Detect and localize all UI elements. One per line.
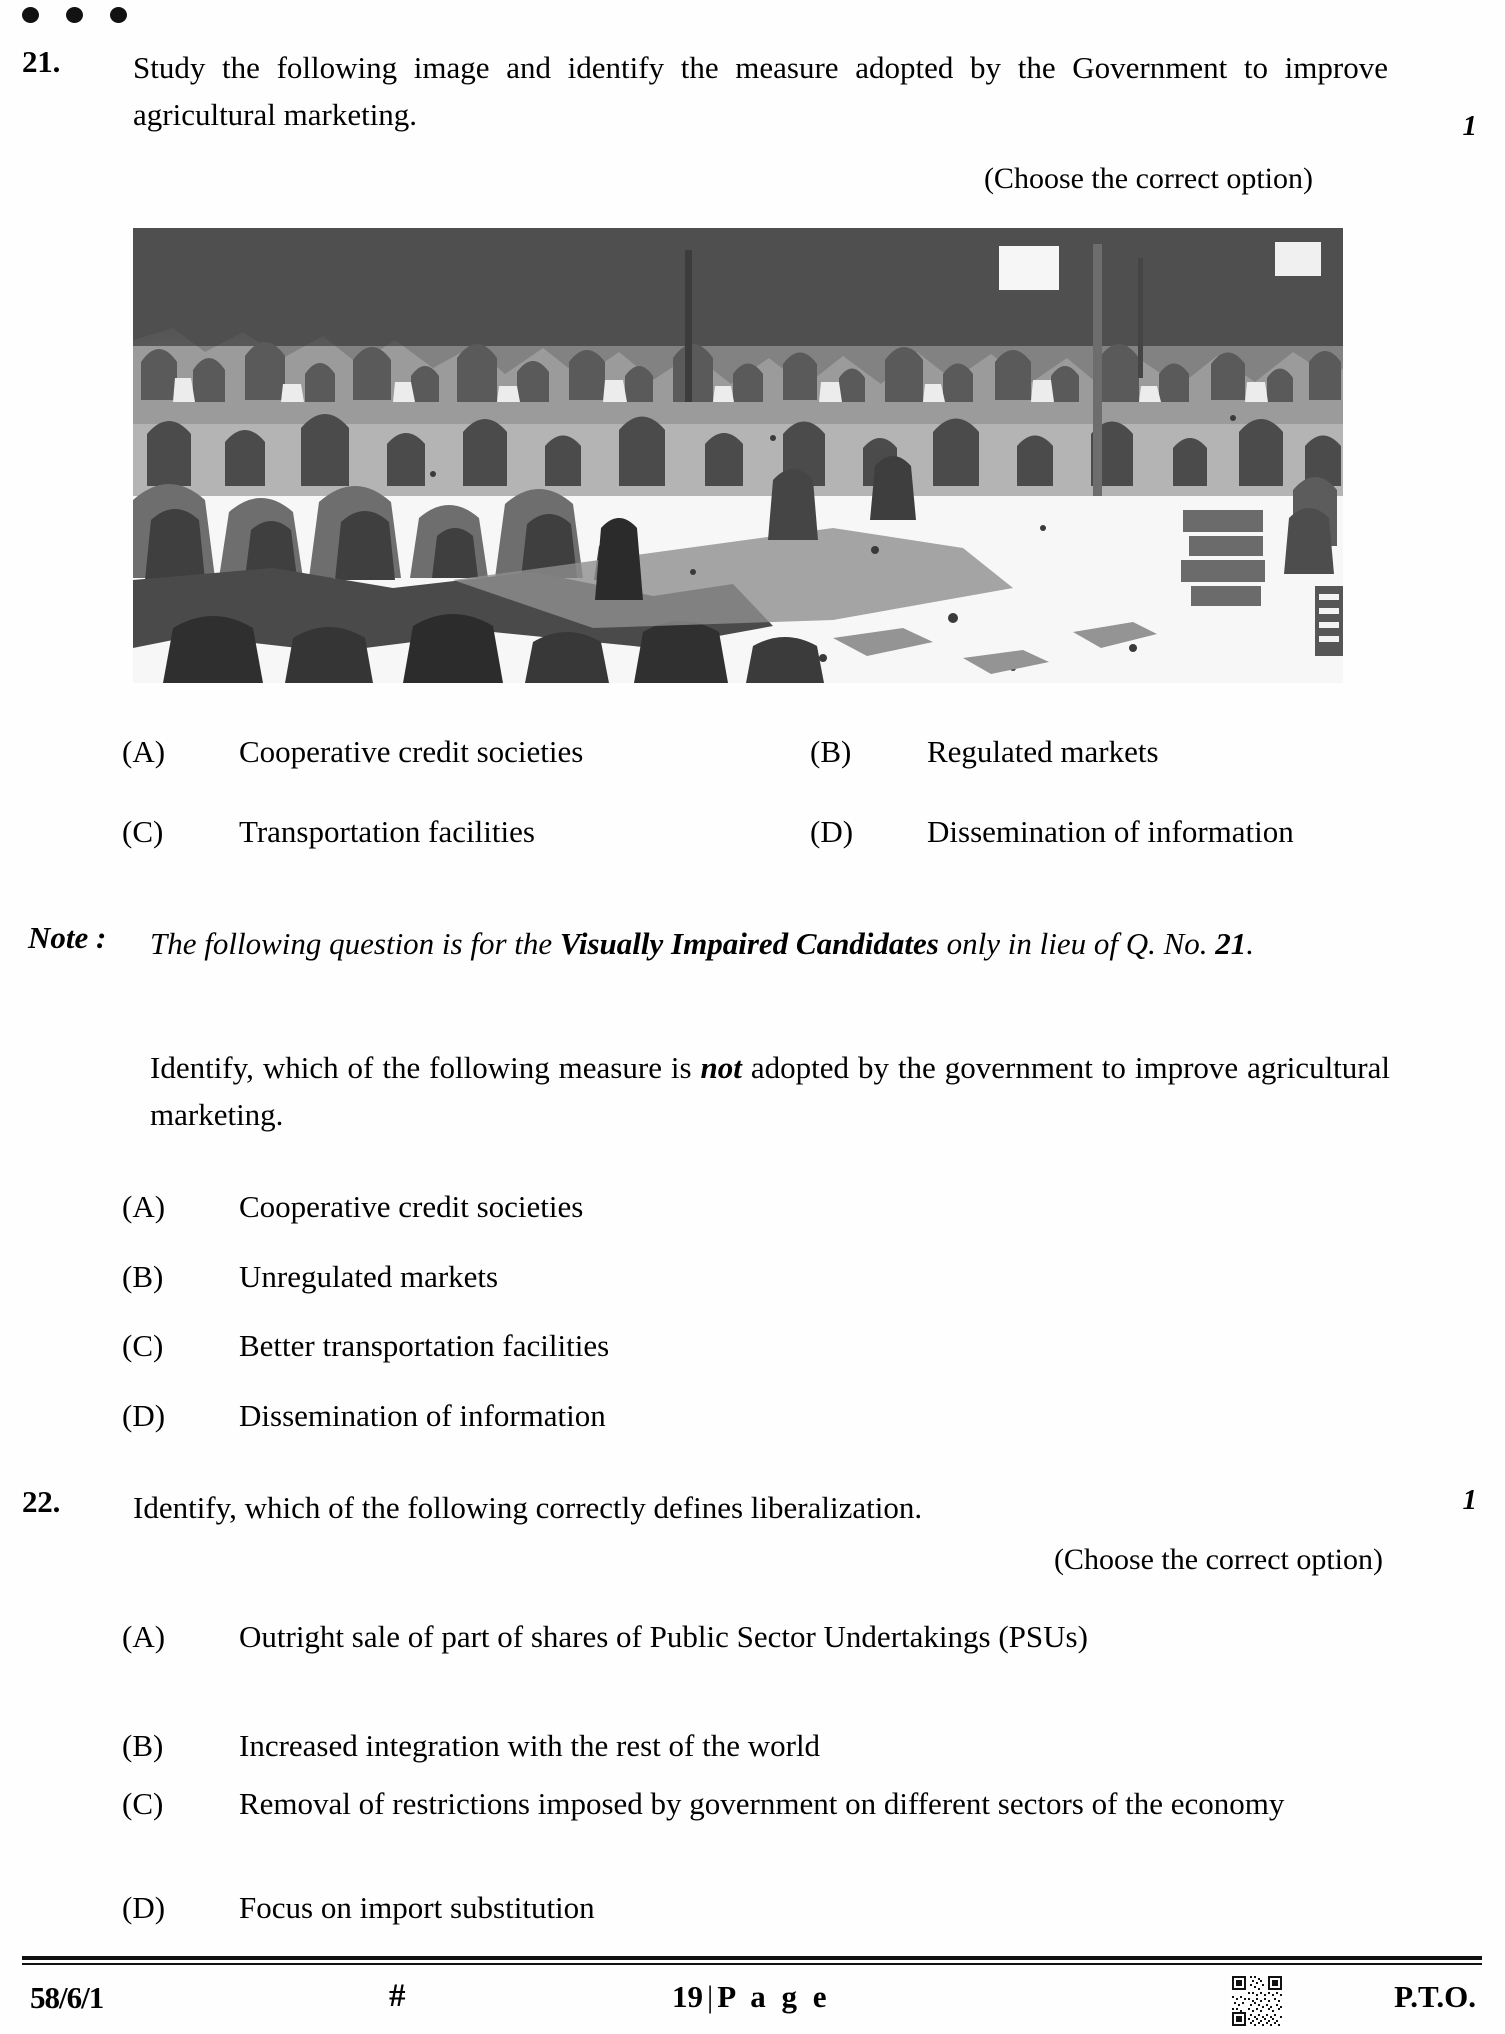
option-b-text: Regulated markets — [927, 734, 1159, 769]
vi-option-b[interactable] — [122, 1253, 822, 1300]
agricultural-market-photograph — [133, 228, 1343, 683]
vi-question-stem — [150, 1044, 1390, 1138]
page-separator: | — [707, 1979, 714, 2014]
vi-option-d[interactable] — [122, 1392, 822, 1439]
q22-option-b-text: Increased integration with the rest of the world — [239, 1728, 821, 1763]
vi-option-c[interactable] — [122, 1322, 822, 1369]
question-22-marks: 1 — [1462, 1484, 1477, 1516]
question-22-number: 22. — [22, 1484, 61, 1519]
question-21-option-c[interactable] — [122, 808, 722, 855]
note-text-after: only in lieu of Q. No. — [938, 926, 1216, 961]
note-text — [150, 920, 1440, 967]
note-text-end: . — [1246, 926, 1255, 961]
vi-option-b-text: Unregulated markets — [239, 1259, 499, 1294]
note-text-before: The following question is for the — [150, 926, 560, 961]
question-22-option-c[interactable] — [122, 1780, 1452, 1827]
page-word: P a g e — [717, 1979, 831, 2014]
question-21-option-d[interactable] — [810, 808, 1450, 855]
option-d-label: (D) — [810, 814, 854, 849]
q22-option-a-text: Outright sale of part of shares of Public Sector Undertakings (PSUs) — [239, 1619, 1088, 1654]
vi-stem-part1: Identify, which of the following measure is — [150, 1050, 701, 1085]
vi-option-a-label: (A) — [122, 1189, 166, 1224]
vi-stem-part2: adopted by the government to improve agricultural marketing. — [150, 1050, 1390, 1132]
page-indicator — [672, 1979, 830, 2015]
option-c-text: Transportation facilities — [239, 814, 535, 849]
pto-label: P.T.O. — [1394, 1979, 1476, 2014]
option-d-text: Dissemination of information — [927, 814, 1294, 849]
q22-option-c-text: Removal of restrictions imposed by government on different sectors of the economy — [239, 1786, 1285, 1821]
note-label: Note : — [28, 920, 107, 955]
question-22-instruction: (Choose the correct option) — [1053, 1543, 1383, 1576]
q22-option-c-label: (C) — [122, 1786, 164, 1821]
question-22-option-a[interactable] — [122, 1613, 1422, 1660]
registration-dot-2 — [66, 7, 83, 23]
registration-dot-3 — [110, 7, 127, 23]
note-bold-visually-impaired: Visually Impaired Candidates — [559, 926, 939, 961]
vi-option-b-label: (B) — [122, 1259, 164, 1294]
question-21-instruction: (Choose the correct option) — [983, 162, 1313, 195]
option-b-label: (B) — [810, 734, 852, 769]
registration-dots — [22, 7, 127, 23]
q22-option-b-label: (B) — [122, 1728, 164, 1763]
note-bold-qno: 21 — [1215, 926, 1247, 961]
question-22-stem: Identify, which of the following correctly defines liberalization. — [133, 1490, 923, 1525]
question-21-option-b[interactable] — [810, 728, 1410, 775]
registration-dot-1 — [22, 7, 39, 23]
option-a-label: (A) — [122, 734, 166, 769]
hash-mark: # — [389, 1978, 406, 2014]
question-22-option-b[interactable] — [122, 1722, 1122, 1769]
question-21-option-a[interactable] — [122, 728, 722, 775]
footer-rule — [22, 1956, 1482, 1965]
q22-option-d-label: (D) — [122, 1890, 166, 1925]
question-21-stem: Study the following image and identify the measure adopted by the Government to improve agricultural marketing. — [133, 50, 1388, 132]
vi-option-d-text: Dissemination of information — [239, 1398, 606, 1433]
question-21-number: 21. — [22, 44, 61, 79]
vi-option-d-label: (D) — [122, 1398, 166, 1433]
qr-code-icon — [1230, 1974, 1284, 2028]
paper-code: 58/6/1 — [30, 1980, 104, 2015]
option-c-label: (C) — [122, 814, 164, 849]
vi-option-c-label: (C) — [122, 1328, 164, 1363]
vi-option-c-text: Better transportation facilities — [239, 1328, 610, 1363]
vi-stem-emphasis-not: not — [700, 1050, 742, 1085]
page-footer — [22, 1974, 1482, 2032]
vi-option-a[interactable] — [122, 1183, 822, 1230]
question-22-option-d[interactable] — [122, 1884, 1022, 1931]
q22-option-d-text: Focus on import substitution — [239, 1890, 595, 1925]
page-number: 19 — [672, 1979, 703, 2014]
vi-option-a-text: Cooperative credit societies — [239, 1189, 584, 1224]
option-a-text: Cooperative credit societies — [239, 734, 584, 769]
q22-option-a-label: (A) — [122, 1619, 166, 1654]
question-21-marks: 1 — [1462, 110, 1477, 142]
